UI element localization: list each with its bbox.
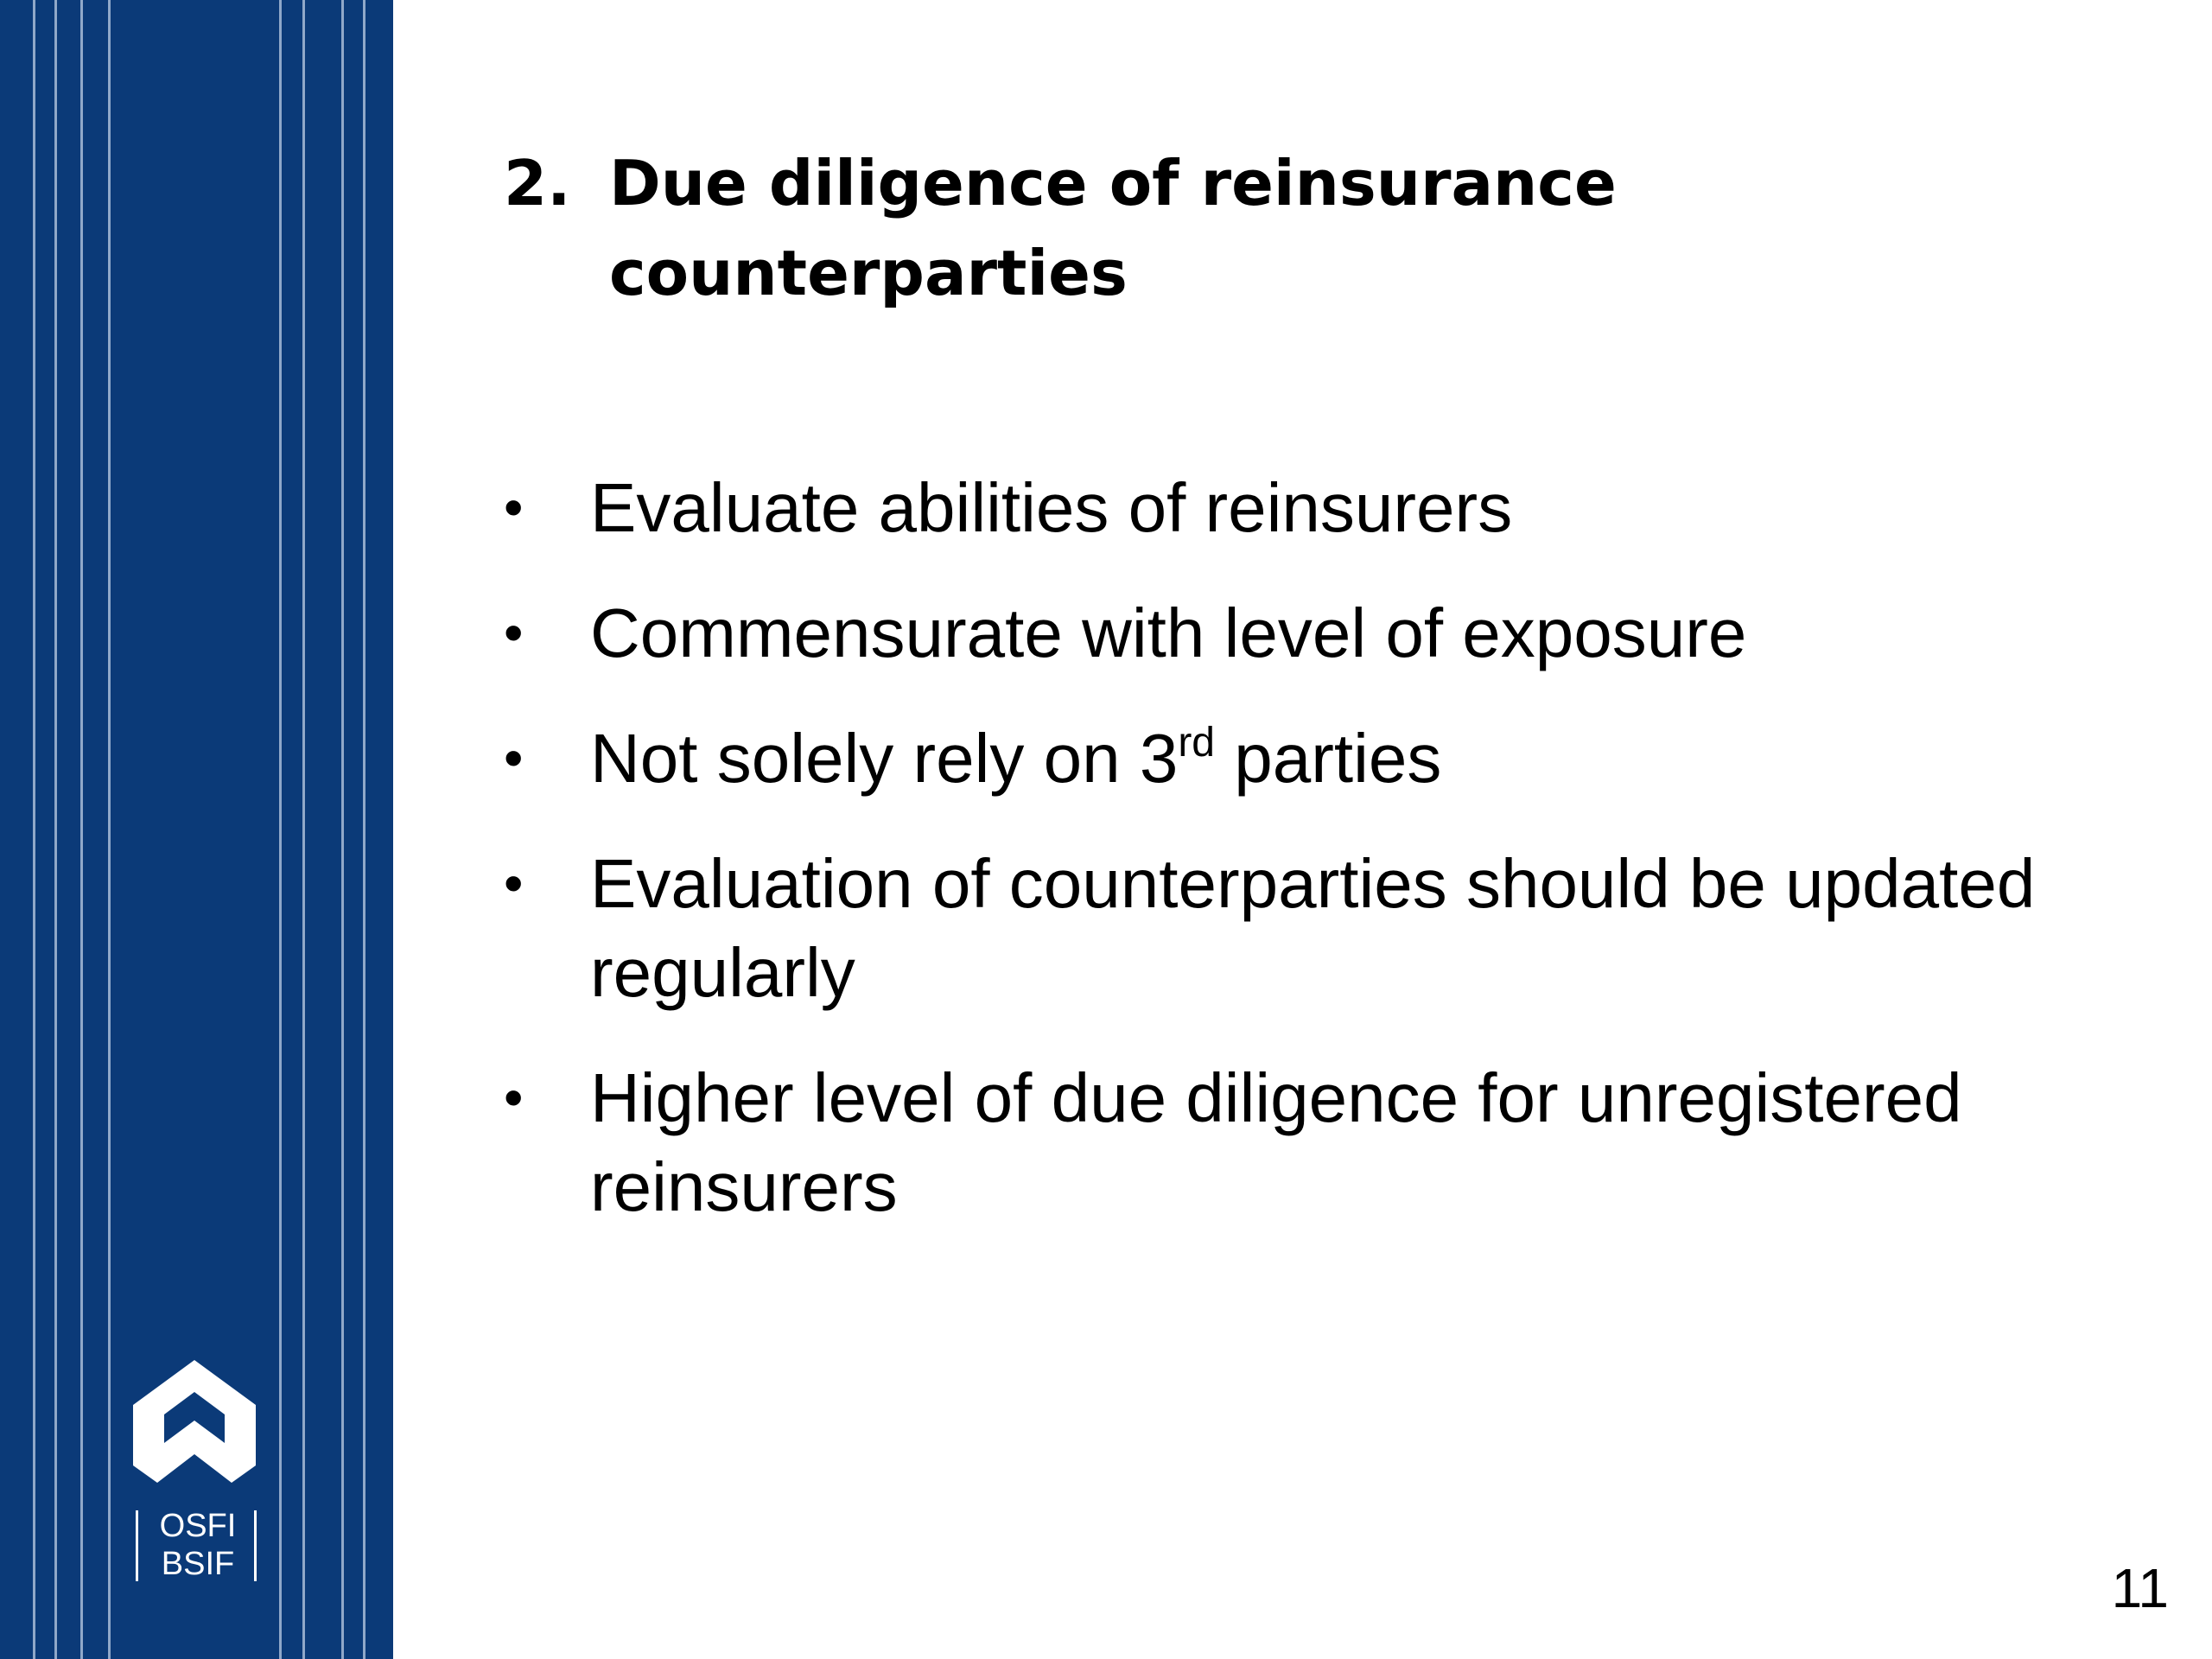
sidebar-stripe <box>302 0 305 1659</box>
logo-text-osfi: OSFI <box>159 1508 237 1544</box>
osfi-bsif-logo <box>136 1507 257 1602</box>
sidebar-panel <box>0 0 393 1659</box>
bullet-text: Evaluation of counterparties should be updated regularly <box>590 845 2036 1011</box>
title-line-2: counterparties <box>609 237 1128 309</box>
logo-divider-left <box>136 1510 138 1581</box>
osfi-house-mark-icon <box>130 1357 259 1486</box>
bullet-text-after: parties <box>1215 720 1442 797</box>
bullet-item <box>504 1053 2102 1231</box>
sidebar-stripe <box>54 0 57 1659</box>
bullet-text: Commensurate with level of exposure <box>590 594 1747 671</box>
bullet-item <box>504 839 2102 1017</box>
bullet-item <box>504 714 2102 803</box>
sidebar-stripe <box>108 0 111 1659</box>
bullet-dot: • <box>504 476 524 538</box>
title-line-1 <box>504 138 2145 228</box>
bullet-text-before: Not solely rely on 3 <box>590 720 1179 797</box>
bullet-item <box>504 588 2102 677</box>
bullet-text: Higher level of due diligence for unregistered reinsurers <box>590 1059 1962 1225</box>
slide-title <box>504 138 2145 318</box>
title-number: 2. <box>504 147 571 219</box>
bullet-dot: • <box>504 852 524 914</box>
bullet-item <box>504 463 2102 552</box>
bullet-dot: • <box>504 1066 524 1128</box>
sidebar-stripe <box>33 0 35 1659</box>
bullet-superscript: rd <box>1178 720 1215 766</box>
title-text-1: Due diligence of reinsurance <box>609 147 1617 219</box>
bullet-dot: • <box>504 601 524 664</box>
sidebar-stripe <box>341 0 344 1659</box>
sidebar-stripe <box>279 0 282 1659</box>
sidebar-stripe <box>80 0 83 1659</box>
bullet-dot: • <box>504 727 524 789</box>
logo-text-bsif: BSIF <box>161 1546 235 1582</box>
page-number: 11 <box>2111 1557 2169 1619</box>
logo-divider-right <box>254 1510 257 1581</box>
bullet-text: Evaluate abilities of reinsurers <box>590 469 1513 546</box>
bullet-list <box>504 463 2102 1268</box>
sidebar-stripe <box>363 0 365 1659</box>
